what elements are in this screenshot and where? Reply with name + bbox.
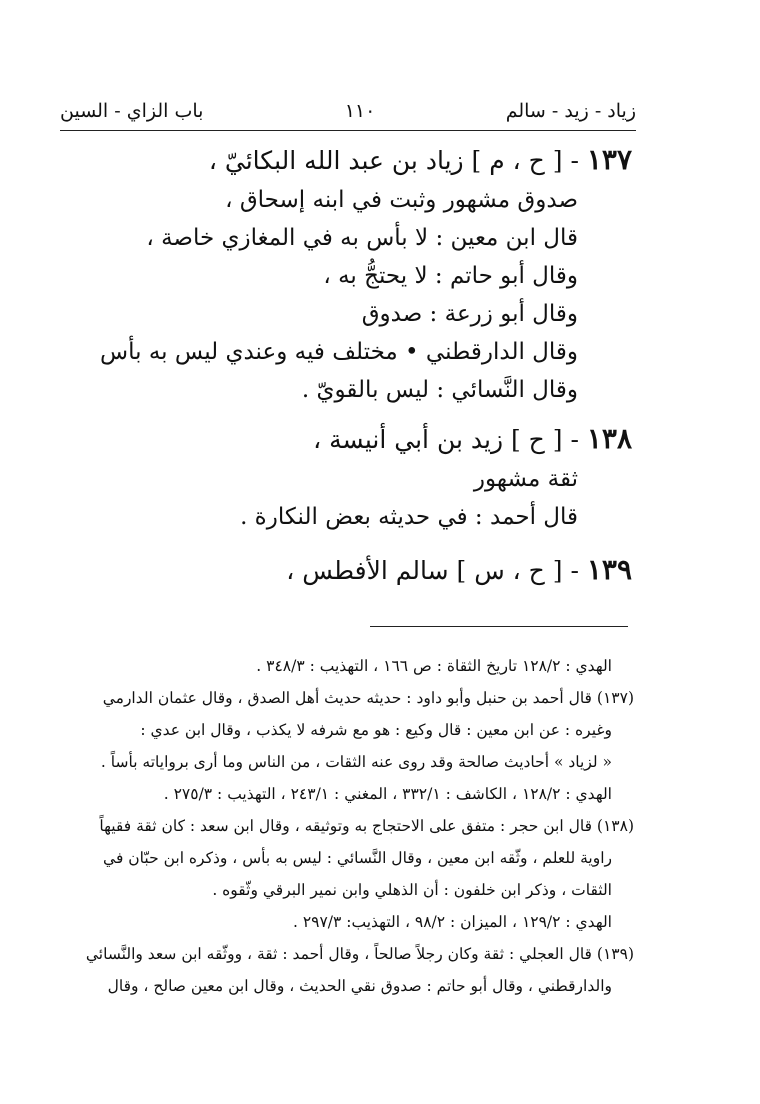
entry-title: - [ ح ، س ] سالم الأفطس ، (286, 556, 579, 585)
entry-heading (160, 550, 632, 591)
entry-line: ثقة مشهور (473, 466, 578, 492)
header-chapter-title: باب الزاي - السين (60, 100, 204, 122)
header-section-title: زياد - زيد - سالم (505, 100, 636, 122)
entry-line: وقال الدارقطني • مختلف فيه وعندي ليس به بأس (100, 339, 578, 365)
footnote-line: وغيره : عن ابن معين : قال وكيع : هو مع شرفه لا يكذب ، وقال ابن عدي : (140, 721, 612, 739)
footnote-reference: الهدي : ١٢٨/٢ تاريخ الثقاة : ص ١٦٦ ، التهذيب : ٣٤٨/٣ . (256, 657, 612, 675)
footnote-line: والدارقطني ، وقال أبو حاتم : صدوق نقي الحديث ، وقال ابن معين صالح ، وقال (107, 977, 612, 995)
page-number: ١١٠ (344, 100, 376, 122)
entry-line: وقال أبو زرعة : صدوق (361, 301, 578, 327)
entry-line: وقال أبو حاتم : لا يحتجُّ به ، (323, 263, 578, 289)
entry-title: - [ ح ] زيد بن أبي أنيسة ، (313, 425, 579, 454)
footnote-line: (١٣٩) قال العجلي : ثقة وكان رجلاً صالحاً ، وقال أحمد : ثقة ، ووثّقه ابن سعد والنَّسائي (85, 945, 634, 963)
footnote-line: راوية للعلم ، وثّقه ابن معين ، وقال النَّسائي : ليس به بأس ، وذكره ابن حبّان في (103, 849, 612, 867)
entry-heading (160, 419, 632, 460)
entry-heading (160, 140, 632, 181)
footnote-divider (370, 626, 628, 627)
entry-number: ١٣٩ (586, 553, 632, 586)
entry-number: ١٣٨ (586, 422, 632, 455)
entry-line: قال أحمد : في حديثه بعض النكارة . (240, 504, 578, 530)
entry-line: قال ابن معين : لا بأس به في المغازي خاصة ، (146, 225, 578, 251)
footnote-line: (١٣٧) قال أحمد بن حنبل وأبو داود : حديثه حديث أهل الصدق ، وقال عثمان الدارمي (102, 689, 634, 707)
entry-title: - [ ح ، م ] زياد بن عبد الله البكائيّ ، (208, 146, 579, 175)
entry-line: صدوق مشهور وثبت في ابنه إسحاق ، (225, 187, 578, 213)
footnote-reference: الهدي : ١٢٩/٢ ، الميزان : ٩٨/٢ ، التهذيب: ٢٩٧/٣ . (292, 913, 612, 931)
main-text (100, 140, 632, 591)
footnotes (70, 650, 634, 1002)
entry-number: ١٣٧ (586, 143, 632, 176)
footnote-line: الثقات ، وذكر ابن خلفون : أن الذهلي وابن نمير البرقي وثّقوه . (212, 881, 612, 899)
footnote-line: (١٣٨) قال ابن حجر : متفق على الاحتجاج به وتوثيقه ، وقال ابن سعد : كان ثقة فقيهاً (99, 817, 634, 835)
footnote-reference: الهدي : ١٢٨/٢ ، الكاشف : ٣٣٢/١ ، المغني : ٢٤٣/١ ، التهذيب : ٢٧٥/٣ . (163, 785, 612, 803)
running-header (60, 96, 636, 131)
entry-line: وقال النَّسائي : ليس بالقويّ . (301, 377, 578, 403)
footnote-line: « لزياد » أحاديث صالحة وقد روى عنه الثقات ، من الناس وما أرى برواياته بأساً . (100, 753, 612, 771)
